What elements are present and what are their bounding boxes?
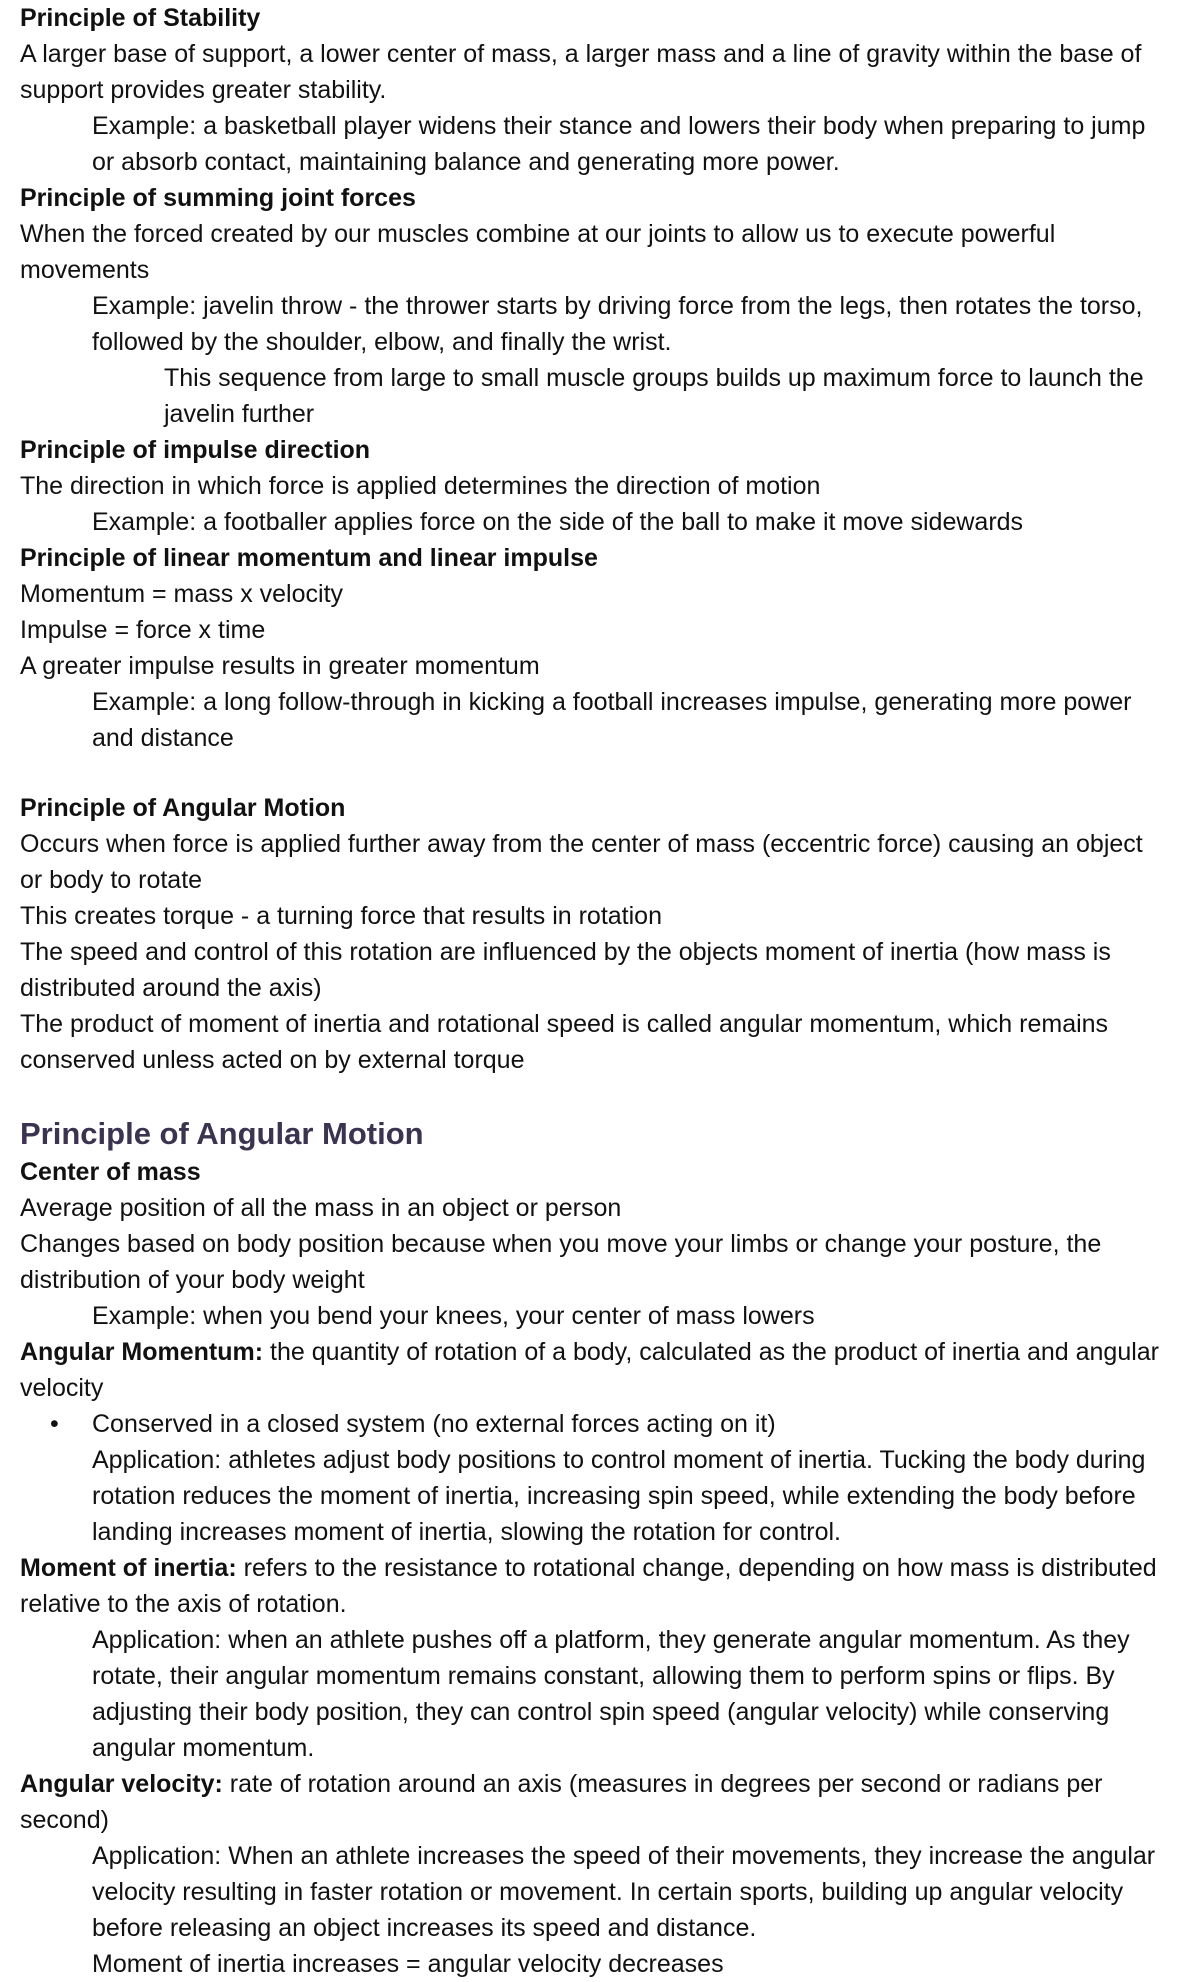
moment-of-inertia-definition: [20, 1550, 1168, 1622]
moment-of-inertia-def: refers to the resistance to rotational change, depending on how mass is distributed relative to the axis of rotation.: [20, 1554, 1157, 1618]
angular-momentum-application: Application: athletes adjust body positions to control moment of inertia. Tucking the body during rotation reduces the moment of inertia, increasing spin speed, while extending the body before landing increases moment of inertia, slowing the rotation for control.: [92, 1446, 1146, 1546]
angular-momentum-definition: [20, 1334, 1168, 1406]
impulse-direction-heading: Principle of impulse direction: [20, 436, 371, 464]
summing-body: When the forced created by our muscles combine at our joints to allow us to execute powerful movements: [20, 220, 1056, 284]
blank-line: [20, 1078, 1168, 1112]
momentum-heading: Principle of linear momentum and linear impulse: [20, 544, 598, 572]
angular-velocity-term: Angular velocity:: [20, 1770, 223, 1798]
section-title: Principle of Angular Motion: [20, 1116, 424, 1151]
momentum-example: Example: a long follow-through in kicking a football increases impulse, generating more power and distance: [92, 688, 1132, 752]
angular-momentum-term: Angular Momentum:: [20, 1338, 264, 1366]
angular-velocity-relation: Moment of inertia increases = angular velocity decreases: [92, 1950, 724, 1978]
angular-momentum-def: the quantity of rotation of a body, calculated as the product of inertia and angular velocity: [20, 1338, 1160, 1402]
blank-line: [20, 756, 1168, 790]
momentum-body: A greater impulse results in greater momentum: [20, 652, 540, 680]
angular-heading: Principle of Angular Motion: [20, 794, 346, 822]
stability-body: A larger base of support, a lower center of mass, a larger mass and a line of gravity within the base of support provides greater stability.: [20, 40, 1142, 104]
impulse-formula: Impulse = force x time: [20, 616, 266, 644]
momentum-formula: Momentum = mass x velocity: [20, 580, 344, 608]
center-of-mass-heading: Center of mass: [20, 1158, 201, 1186]
angular-velocity-def: rate of rotation around an axis (measures in degrees per second or radians per second): [20, 1770, 1103, 1834]
summing-sub-example: This sequence from large to small muscle groups builds up maximum force to launch the javelin further: [164, 364, 1144, 428]
angular-momentum-bullet: Conserved in a closed system (no external forces acting on it): [92, 1410, 776, 1438]
impulse-direction-body: The direction in which force is applied determines the direction of motion: [20, 472, 821, 500]
summing-heading: Principle of summing joint forces: [20, 184, 416, 212]
stability-heading: Principle of Stability: [20, 4, 261, 32]
summing-example: Example: javelin throw - the thrower starts by driving force from the legs, then rotates the torso, followed by the shoulder, elbow, and finally the wrist.: [92, 292, 1143, 356]
angular-body-4: The product of moment of inertia and rotational speed is called angular momentum, which remains conserved unless acted on by external torque: [20, 1010, 1109, 1074]
moment-of-inertia-application: Application: when an athlete pushes off a platform, they generate angular momentum. As they rotate, their angular momentum remains constant, allowing them to perform spins or flips. By adjusting their body position, they can control spin speed (angular velocity) while conserving angular momentum.: [92, 1626, 1130, 1762]
impulse-direction-example: Example: a footballer applies force on the side of the ball to make it move sidewards: [92, 508, 1024, 536]
stability-example: Example: a basketball player widens their stance and lowers their body when preparing to jump or absorb contact, maintaining balance and generating more power.: [92, 112, 1146, 176]
center-of-mass-example: Example: when you bend your knees, your center of mass lowers: [92, 1302, 815, 1330]
moment-of-inertia-term: Moment of inertia:: [20, 1554, 237, 1582]
angular-body-1: Occurs when force is applied further away from the center of mass (eccentric force) causing an object or body to rotate: [20, 830, 1143, 894]
center-of-mass-body-1: Average position of all the mass in an object or person: [20, 1194, 622, 1222]
bullet-icon: •: [50, 1410, 59, 1438]
list-item: [20, 1406, 1168, 1442]
angular-velocity-application: Application: When an athlete increases the speed of their movements, they increase the angular velocity resulting in faster rotation or movement. In certain sports, building up angular velocity before releasing an object increases its speed and distance.: [92, 1842, 1156, 1942]
angular-body-2: This creates torque - a turning force that results in rotation: [20, 902, 662, 930]
angular-velocity-definition: [20, 1766, 1168, 1838]
center-of-mass-body-2: Changes based on body position because when you move your limbs or change your posture, the distribution of your body weight: [20, 1230, 1102, 1294]
angular-body-3: The speed and control of this rotation are influenced by the objects moment of inertia (how mass is distributed around the axis): [20, 938, 1111, 1002]
